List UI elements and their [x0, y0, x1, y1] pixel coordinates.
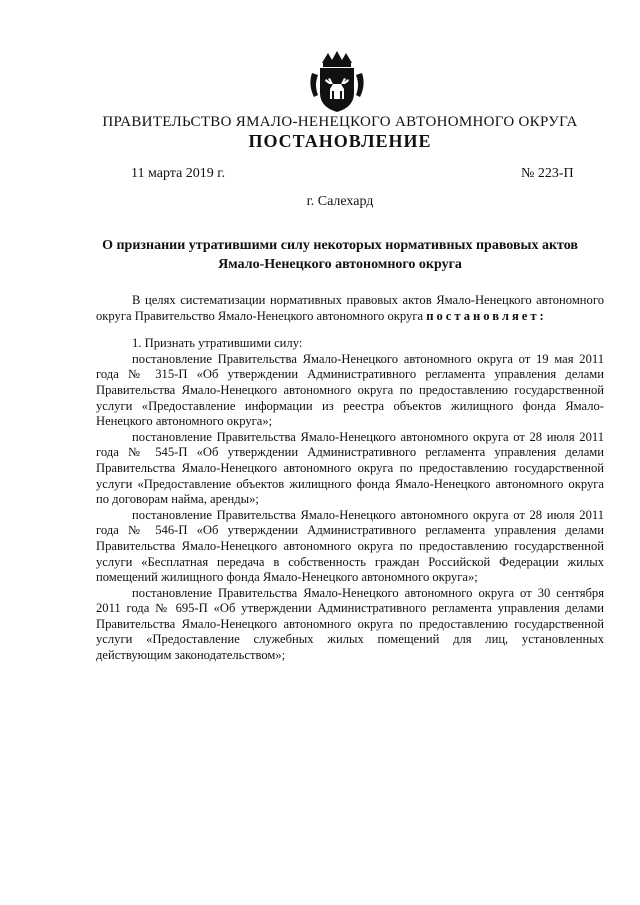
- repealed-act-4: постановление Правительства Ямало-Ненецкого автономного округа от 30 сентября 2011 года № 695-П «Об утверждении Административного регламента управления делами Правительства Ямало-Ненецкого автономного округа по предоставлению государственной услуги «Предоставление служебных жилых помещений для лиц, установленных действующим законодательством»;: [96, 585, 604, 663]
- item-1: 1. Признать утратившими силу:: [132, 336, 303, 351]
- document-date: 11 марта 2019 г.: [131, 166, 225, 181]
- repealed-act-2: постановление Правительства Ямало-Ненецкого автономного округа от 28 июля 2011 года № 545-П «Об утверждении Административного регламента управления делами Правительства Ямало-Ненецкого автономного округа по предоставлению государственной услуги «Предоставление объектов жилищного фонда Ямало-Ненецкого автономного округа по договорам найма, аренды»;: [96, 429, 604, 507]
- preamble-text: В целях систематизации нормативных правовых актов Ямало-Ненецкого автономного округа Правительство Ямало-Ненецкого автономного округа: [96, 293, 604, 323]
- coat-of-arms-icon: [302, 51, 372, 113]
- document-type: ПОСТАНОВЛЕНИЕ: [248, 131, 432, 151]
- repealed-act-3: постановление Правительства Ямало-Ненецкого автономного округа от 28 июля 2011 года № 546-П «Об утверждении Административного регламента управления делами Правительства Ямало-Ненецкого автономного округа по предоставлению государственной услуги «Бесплатная передача в собственность граждан Российской Федерации жилых помещений жилищного фонда Ямало-Ненецкого автономного округа»;: [96, 507, 604, 585]
- document-city: г. Салехард: [306, 194, 374, 209]
- document-title: О признании утратившими силу некоторых нормативных правовых актов Ямало-Ненецкого автономного округа: [102, 238, 578, 272]
- document-number: № 223-П: [521, 166, 574, 181]
- government-name: ПРАВИТЕЛЬСТВО ЯМАЛО-НЕНЕЦКОГО АВТОНОМНОГО ОКРУГА: [102, 114, 578, 130]
- preamble-paragraph: [96, 293, 604, 324]
- repealed-act-1: постановление Правительства Ямало-Ненецкого автономного округа от 19 мая 2011 года № 315-П «Об утверждении Административного регламента управления делами Правительства Ямало-Ненецкого автономного округа по предоставлению государственной услуги «Предоставление информации из реестра объектов жилищного фонда Ямало-Ненецкого автономного округа»;: [96, 351, 604, 429]
- document-body: [96, 293, 604, 664]
- decides-word: постановляет:: [426, 308, 547, 323]
